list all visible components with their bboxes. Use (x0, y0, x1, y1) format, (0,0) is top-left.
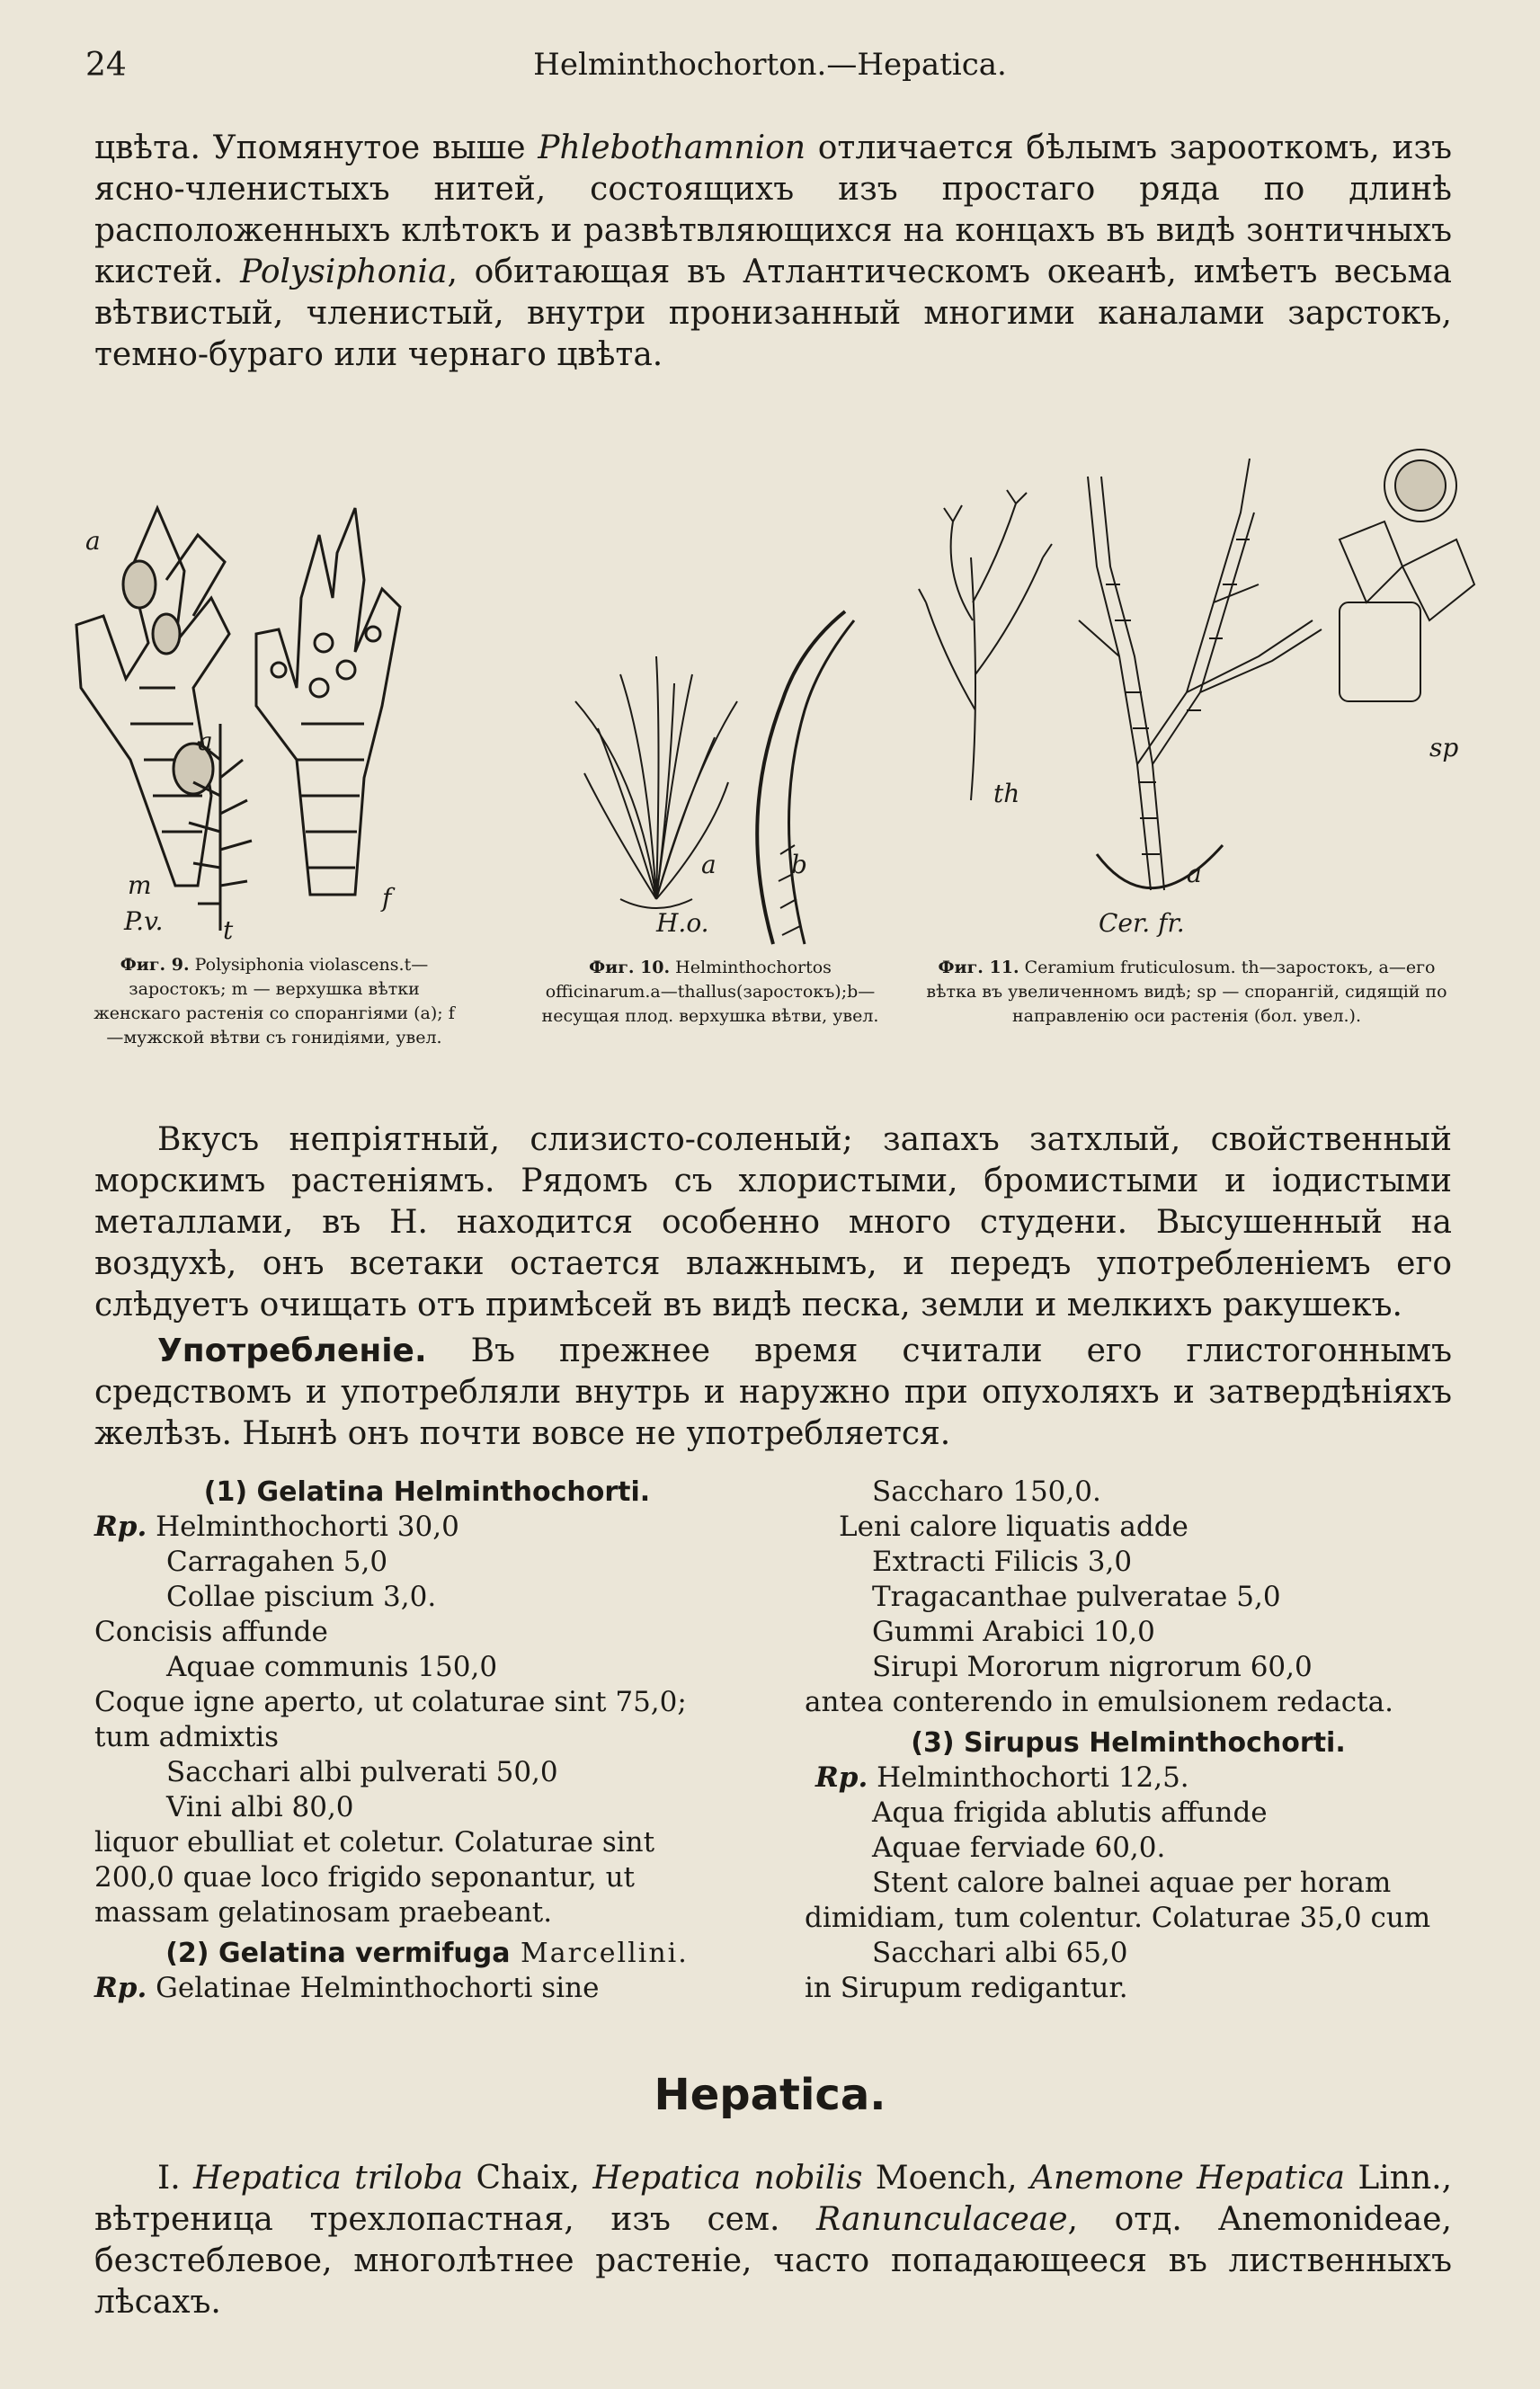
recipe-line: Tragacanthae pulveratae 5,0 (872, 1581, 1281, 1613)
recipe-line: in Sirupum redigantur. (805, 1972, 1128, 2004)
fig9-label-t: t (223, 915, 234, 945)
recipe-line: Aquae ferviade 60,0. (872, 1832, 1166, 1864)
fig10-label-b: b (791, 850, 807, 879)
recipe-line: Extracti Filicis 3,0 (872, 1546, 1133, 1578)
section-paragraph: I. Hepatica triloba Chaix, Hepatica nobilis Moench, Anemone Hepatica Linn., вѣтреница трехлопастная, изъ сем. Ranunculaceae, отд. Anemonideae, безстеблевое, многолѣтнее растеніе, часто попадающееся въ лиственныхъ лѣсахъ. (94, 2160, 1453, 2321)
figure-11-caption: Фиг. 11. Ceramium fruticulosum. th—заростокъ, a—его вѣтка въ увеличенномъ видѣ; sp — спорангій, сидящій по направленію оси растенія (бол. увел.). (926, 958, 1447, 1026)
recipe-1-heading: (1) Gelatina Helminthochorti. (203, 1476, 651, 1508)
intro-paragraph: цвѣта. Упомянутое выше Phlebothamnion отличается бѣлымъ зарооткомъ, изъ ясно-членистыхъ нитей, состоящихъ изъ простаго ряда по длинѣ расположенныхъ клѣтокъ и развѣтвляющихся на концахъ въ видѣ зонтичныхъ кистей. Polysiphonia, обитающая въ Атлантическомъ океанѣ, имѣетъ весьма вѣтвистый, членистый, внутри пронизанный многими каналами зарстокъ, темно-бураго или чернаго цвѣта. (94, 129, 1452, 373)
fig11-label-a: a (1187, 859, 1202, 888)
figure-9-caption: Фиг. 9. Polysiphonia violascens.t—заростокъ; m — верхушка вѣтки женскаго растенія со спорангіями (а); f—мужской вѣтви съ гонидіями, увел. (93, 955, 455, 1047)
recipe-line: Sirupi Mororum nigrorum 60,0 (872, 1651, 1313, 1683)
recipe-line: Stent calore balnei aquae per horam (872, 1867, 1392, 1899)
recipe-line: Rp. Gelatinae Helminthochorti sine (94, 1972, 600, 2004)
recipe-line: Carragahen 5,0 (166, 1546, 388, 1578)
recipe-line: dimidiam, tum colentur. Colaturae 35,0 cum (805, 1902, 1431, 1934)
figure-10-caption: Фиг. 10. Helminthochortos officinarum.a—thallus(заростокъ);b—несущая плод. верхушка вѣтви, увел. (541, 958, 879, 1026)
recipe-line: Rp. Helminthochorti 12,5. (815, 1761, 1189, 1794)
figure-10-illustration (557, 593, 881, 953)
recipe-line: Gummi Arabici 10,0 (872, 1616, 1155, 1648)
fig10-abbr: H.o. (656, 908, 709, 938)
figure-11-illustration (917, 423, 1501, 926)
recipe-2-heading: (2) Gelatina vermifuga Marcellini. (165, 1938, 689, 1969)
recipe-line: Aquae communis 150,0 (166, 1651, 498, 1683)
fig11-label-sp: sp (1429, 733, 1459, 762)
recipe-line: Aqua frigida ablutis affunde (872, 1796, 1268, 1829)
fig11-label-th: th (993, 779, 1020, 808)
fig9-label-m: m (128, 870, 152, 900)
recipe-line: Vini albi 80,0 (166, 1791, 354, 1823)
recipe-line: massam gelatinosam praebeant. (94, 1896, 553, 1929)
running-title: Helminthochorton.—Hepatica. (533, 47, 1007, 83)
fig9-abbr: P.v. (124, 906, 164, 936)
recipes-left-column (94, 1475, 760, 2006)
recipe-line: tum admixtis (94, 1721, 280, 1753)
fig11-abbr: Cer. fr. (1099, 908, 1185, 938)
recipe-line: Leni calore liquatis adde (839, 1511, 1188, 1543)
recipe-line: Concisis affunde (94, 1616, 328, 1648)
recipe-line: Rp. Helminthochorti 30,0 (94, 1511, 459, 1543)
recipe-line: antea conterendo in emulsionem redacta. (805, 1686, 1393, 1718)
fig9-label-a-2: a (198, 727, 213, 756)
recipe-line: liquor ebulliat et coletur. Colaturae sint (94, 1826, 655, 1859)
recipes-right-column (805, 1475, 1452, 2006)
body-paragraph-2: Употребленіе. Въ прежнее время считали его глистогоннымъ средствомъ и употребляли внутрь и наружно при опухоляхъ и затвердѣніяхъ желѣзъ. Нынѣ онъ почти вовсе не употребляется. (94, 1333, 1452, 1452)
fig10-label-a: a (701, 850, 717, 879)
recipe-line: Collae piscium 3,0. (166, 1581, 437, 1613)
fig9-label-f: f (382, 883, 392, 913)
recipe-line: 200,0 quae loco frigido seponantur, ut (94, 1861, 636, 1894)
figure-9-illustration (40, 418, 463, 949)
recipe-line: Saccharo 150,0. (872, 1475, 1101, 1508)
section-title: Hepatica. (654, 2070, 886, 2120)
recipe-line: Sacchari albi pulverati 50,0 (166, 1756, 558, 1788)
body-paragraph-1: Вкусъ непріятный, слизисто-соленый; запахъ затхлый, свойственный морскимъ растеніямъ. Рядомъ съ хлористыми, бромистыми и іодистыми металлами, въ Н. находится особенно много студени. Высушенный на воздухѣ, онъ всетаки остается влажнымъ, и передъ употребленіемъ его слѣдуетъ очищать отъ примѣсей въ видѣ песка, земли и мелкихъ ракушекъ. (94, 1121, 1452, 1324)
recipe-line: Coque igne aperto, ut colaturae sint 75,0; (94, 1686, 687, 1718)
page-number: 24 (85, 47, 127, 84)
recipe-3-heading: (3) Sirupus Helminthochorti. (911, 1727, 1346, 1759)
recipe-line: Sacchari albi 65,0 (872, 1937, 1128, 1969)
fig9-label-a-1: a (85, 526, 101, 556)
